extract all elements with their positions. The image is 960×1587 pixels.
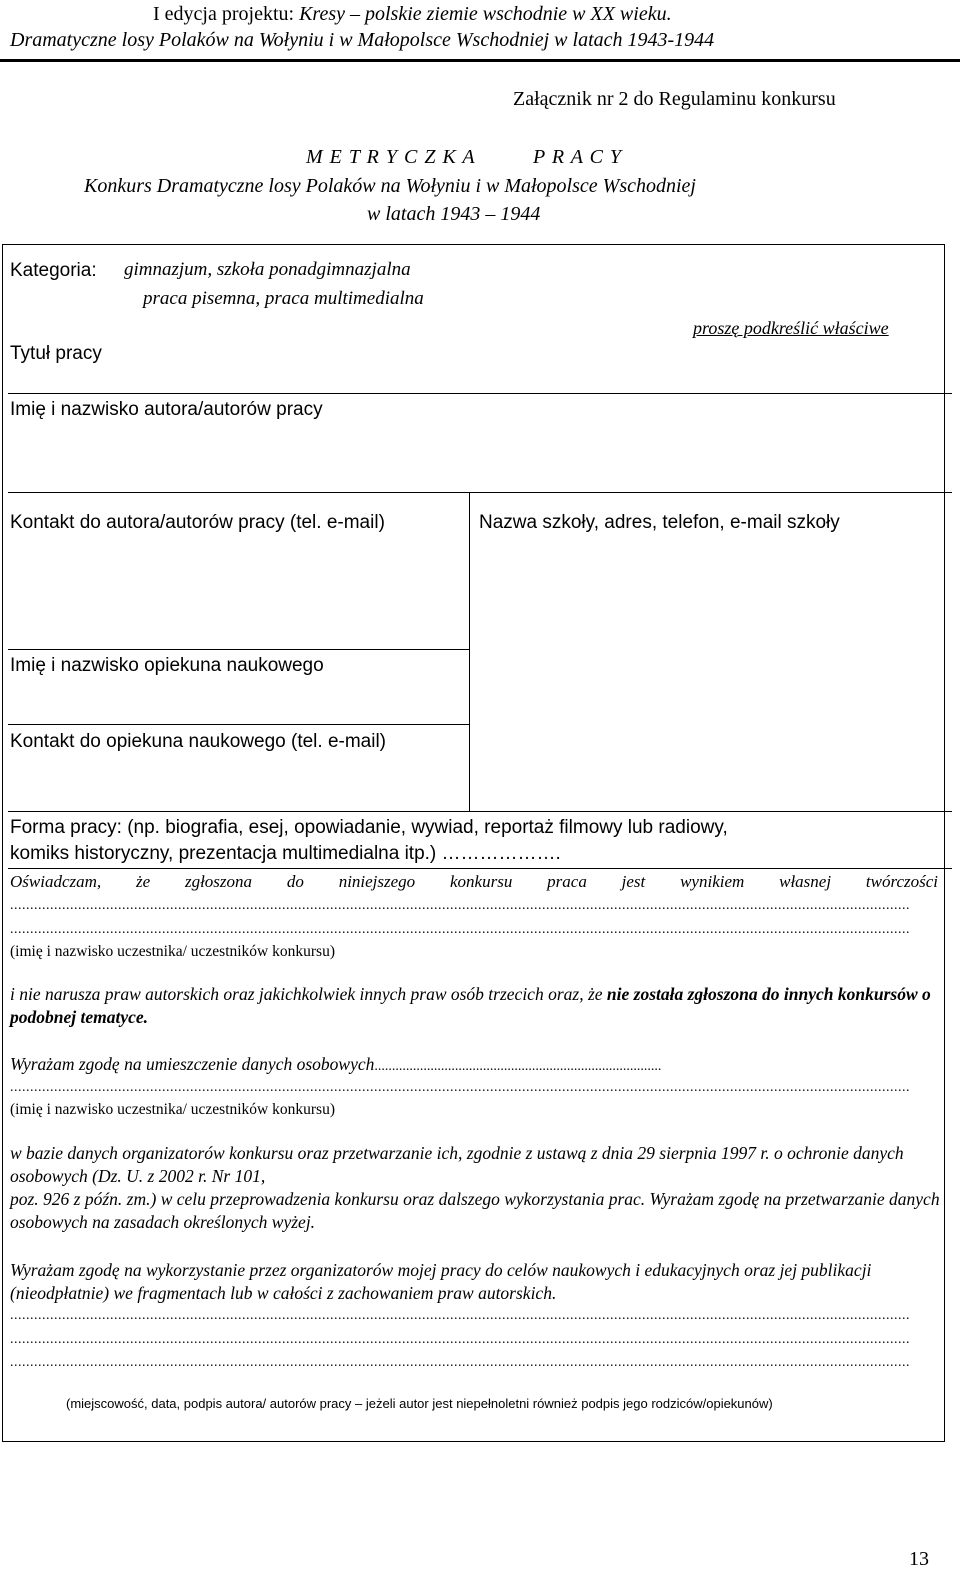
- consent-publication: Wyrażam zgodę na wykorzystanie przez organizatorów mojej pracy do celów naukowych i edukacyjnych oraz jej publikacji (nieodpłatnie) we fragmentach lub w całości z zachowaniem praw autorskich.: [10, 1260, 872, 1303]
- category-option-type[interactable]: praca pisemna, praca multimedialna: [143, 288, 424, 309]
- form-type-line1: Forma pracy: (np. biografia, esej, opowiadanie, wywiad, reportaż filmowy lub radiowy,: [10, 817, 728, 838]
- signature-dotted-line: .................................................................................................................................................................................................................................: [10, 1332, 910, 1347]
- title-metryczka: M E T R Y C Z K A: [306, 146, 476, 168]
- project-header-line2: Dramatyczne losy Polaków na Wołyniu i w Małopolsce Wschodniej w latach 1943-1944: [10, 29, 715, 51]
- row-divider: [8, 724, 469, 725]
- signature-dotted-line: .................................................................................................................................................................................................................................: [10, 922, 910, 937]
- supervisor-name-label: Imię i nazwisko opiekuna naukowego: [10, 655, 324, 676]
- underline-hint: proszę podkreślić właściwe: [693, 318, 889, 338]
- row-divider: [8, 811, 952, 812]
- title-pracy: P R A C Y: [533, 146, 623, 168]
- work-title-label: Tytuł pracy: [10, 343, 102, 364]
- participant-note: (imię i nazwisko uczestnika/ uczestników konkursu): [10, 943, 335, 960]
- contest-years: w latach 1943 – 1944: [367, 203, 541, 225]
- consent-personal-data: Wyrażam zgodę na umieszczenie danych osobowych..................................................................................: [10, 1054, 662, 1074]
- consent-personal-data-text: Wyrażam zgodę na umieszczenie danych osobowych: [10, 1054, 375, 1074]
- row-divider: [8, 649, 469, 650]
- signature-dotted-line: .................................................................................................................................................................................................................................: [10, 1308, 910, 1323]
- row-divider: [8, 393, 952, 394]
- data-protection-clause-2: poz. 926 z późn. zm.) w celu przeprowadzenia konkursu oraz dalszego wykorzystania prac. Wyrażam zgodę na przetwarzanie danych osobowych na zasadach określonych wyżej.: [10, 1189, 940, 1232]
- signature-dotted-line: .................................................................................................................................................................................................................................: [10, 898, 910, 913]
- declaration-authorship: Oświadczam, że zgłoszona do niniejszego konkursu praca jest wynikiem własnej twórczości: [10, 872, 938, 891]
- row-divider: [8, 868, 952, 869]
- author-name-label: Imię i nazwisko autora/autorów pracy: [10, 399, 323, 420]
- annex-label: Załącznik nr 2 do Regulaminu konkursu: [513, 88, 836, 110]
- header-divider: [0, 59, 960, 62]
- author-contact-label: Kontakt do autora/autorów pracy (tel. e-mail): [10, 512, 385, 533]
- school-info-label: Nazwa szkoły, adres, telefon, e-mail szkoły: [479, 512, 840, 533]
- declaration-copyright-bold: nie została zgłoszona do innych konkursów o podobnej tematyce.: [10, 984, 931, 1027]
- category-label: Kategoria:: [10, 260, 97, 281]
- project-header-line1: [153, 3, 672, 26]
- declaration-copyright: [10, 983, 940, 1029]
- signature-note: (miejscowość, data, podpis autora/ autorów pracy – jeżeli autor jest niepełnoletni również podpis jego rodziców/opiekunów): [66, 1396, 773, 1411]
- supervisor-contact-label: Kontakt do opiekuna naukowego (tel. e-mail): [10, 731, 387, 752]
- participant-note: (imię i nazwisko uczestnika/ uczestników konkursu): [10, 1101, 335, 1118]
- contest-title: Konkurs Dramatyczne losy Polaków na Wołyniu i w Małopolsce Wschodniej: [84, 175, 696, 197]
- project-header-prefix: I edycja projektu:: [153, 3, 300, 25]
- form-type-line2: komiks historyczny, prezentacja multimedialna itp.) ……………….: [10, 843, 561, 864]
- data-protection-clause: w bazie danych organizatorów konkursu oraz przetwarzanie ich, zgodnie z ustawą z dnia 29 sierpnia 1997 r. o ochronie danych osobowych (Dz. U. z 2002 r. Nr 101,: [10, 1143, 904, 1186]
- signature-dotted-line: .................................................................................................................................................................................................................................: [10, 1080, 910, 1095]
- signature-dotted-line: .................................................................................................................................................................................................................................: [10, 1355, 910, 1370]
- page-number: 13: [909, 1548, 929, 1570]
- category-option-school[interactable]: gimnazjum, szkoła ponadgimnazjalna: [124, 259, 411, 280]
- project-header-italic: Kresy – polskie ziemie wschodnie w XX wieku.: [299, 3, 672, 25]
- column-divider: [469, 492, 470, 811]
- row-divider: [8, 492, 952, 493]
- declaration-copyright-text: i nie narusza praw autorskich oraz jakichkolwiek innych praw osób trzecich oraz, że: [10, 984, 607, 1004]
